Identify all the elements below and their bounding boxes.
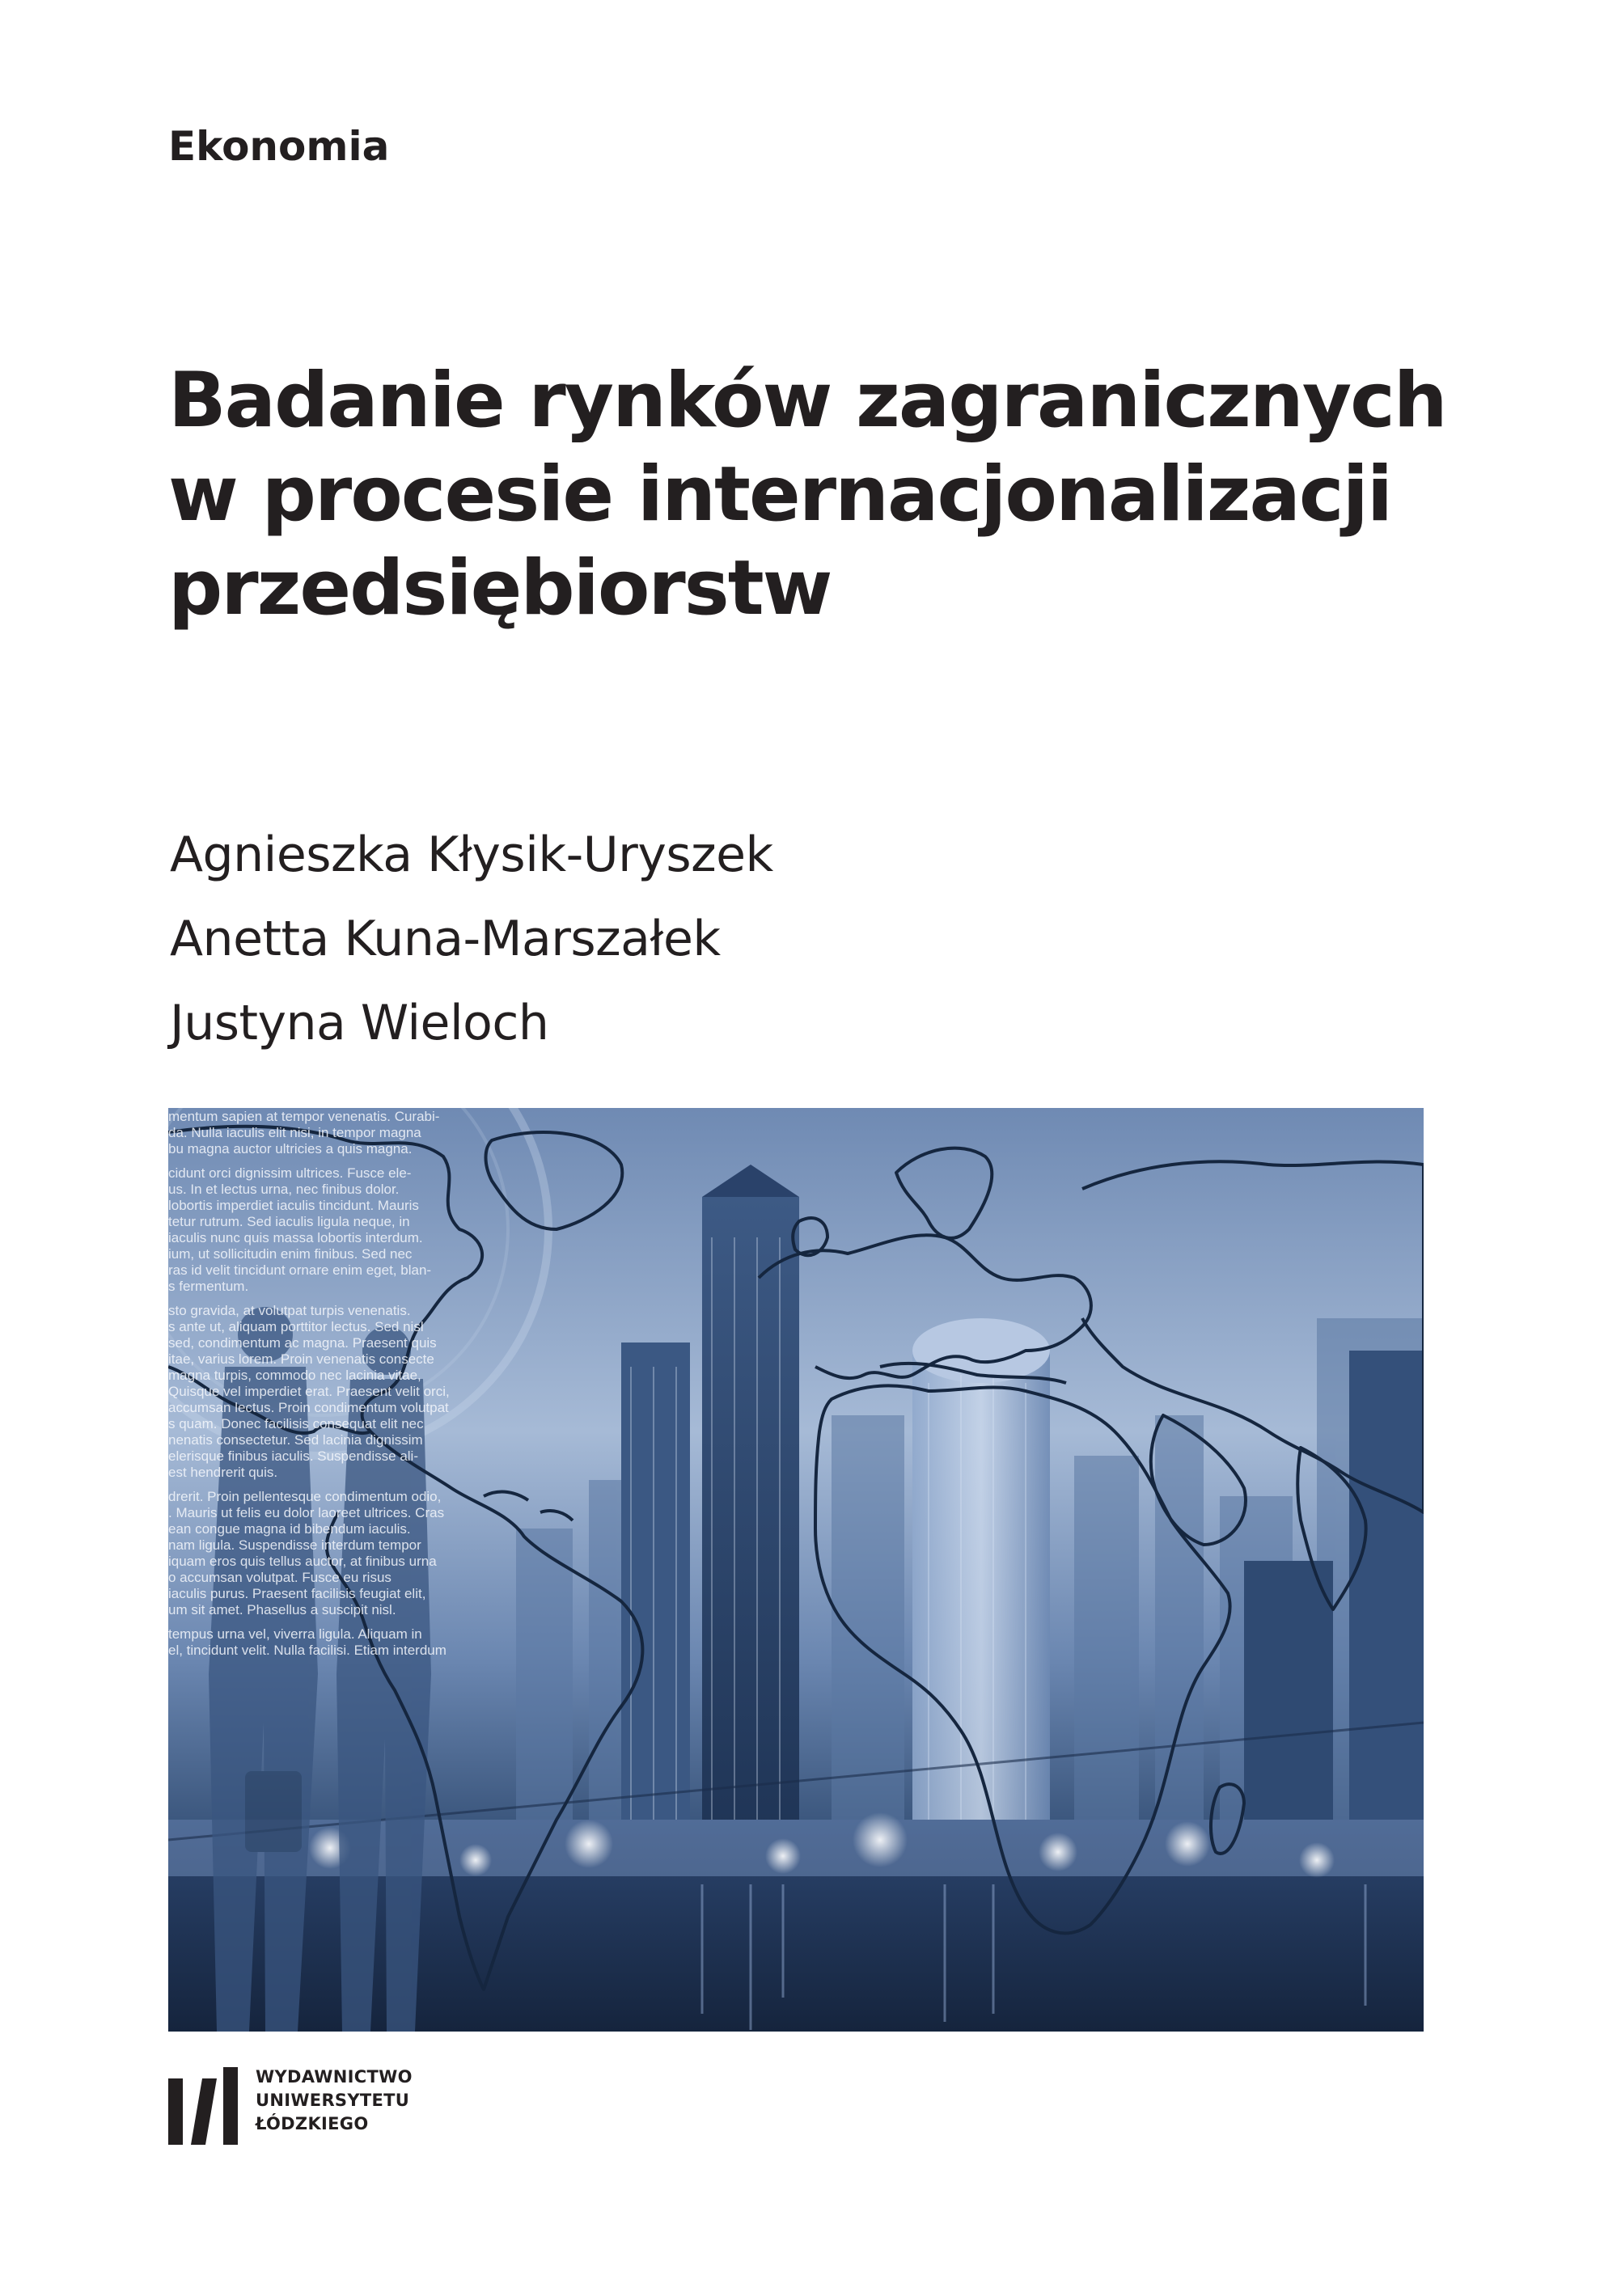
overlay-text-line: accumsan lectus. Proin condimentum volutpat: [168, 1400, 449, 1415]
overlay-text-line: magna turpis, commodo nec lacinia vitae,: [168, 1368, 421, 1383]
author-name: Anetta Kuna-Marszałek: [170, 911, 721, 967]
overlay-text-line: itae, varius lorem. Proin venenatis consecte: [168, 1351, 434, 1367]
overlay-text-line: tetur rutrum. Sed iaculis ligula neque, in: [168, 1214, 410, 1229]
overlay-text-line: iquam eros quis tellus auctor, at finibus urna: [168, 1554, 437, 1569]
overlay-text-line: cidunt orci dignissim ultrices. Fusce ele-: [168, 1165, 412, 1181]
overlay-text-line: iaculis purus. Praesent facilisis feugiat elit,: [168, 1586, 426, 1601]
book-title: [168, 354, 1543, 636]
overlay-text-line: s quam. Donec facilisis consequat elit nec: [168, 1416, 424, 1431]
overlay-text-line: el, tincidunt velit. Nulla facilisi. Etiam interdum: [168, 1643, 446, 1658]
overlay-text-line: um sit amet. Phasellus a suscipit nisl.: [168, 1602, 396, 1617]
overlay-text-line: nam ligula. Suspendisse interdum tempor: [168, 1537, 421, 1553]
publisher-name-line: UNIWERSYTETU: [256, 2091, 410, 2110]
author-name: Agnieszka Kłysik-Uryszek: [170, 827, 773, 883]
author-name: Justyna Wieloch: [170, 995, 549, 1051]
overlay-text-line: ean congue magna id bibendum iaculis.: [168, 1521, 411, 1537]
university-press-logo: [168, 2067, 241, 2145]
publisher-name-line: ŁÓDZKIEGO: [256, 2114, 369, 2133]
title-line-2: w procesie internacjonalizacji: [168, 450, 1392, 539]
overlay-text-line: sed, condimentum ac magna. Praesent quis: [168, 1335, 437, 1351]
overlay-text-line: elerisque finibus iaculis. Suspendisse ali-: [168, 1448, 418, 1464]
overlay-text-line: est hendrerit quis.: [168, 1465, 278, 1480]
overlay-text-line: da. Nulla iaculis elit nisi, in tempor magna: [168, 1125, 421, 1140]
overlay-text-line: sto gravida, at volutpat turpis venenatis.: [168, 1303, 411, 1318]
overlay-text-line: us. In et lectus urna, nec finibus dolor.: [168, 1182, 400, 1197]
overlay-text-line: bu magna auctor ultricies a quis magna.: [168, 1141, 413, 1156]
title-line-1: Badanie rynków zagranicznych: [168, 357, 1446, 445]
overlay-text-line: tempus urna vel, viverra ligula. Aliquam in: [168, 1626, 422, 1642]
overlay-text-line: s fermentum.: [168, 1279, 249, 1294]
overlay-text-line: Quisque vel imperdiet erat. Praesent velit orci,: [168, 1384, 450, 1399]
overlay-text-line: . Mauris ut felis eu dolor laoreet ultrices. Cras: [168, 1505, 445, 1520]
overlay-text-line: mentum sapien at tempor venenatis. Curabi-: [168, 1109, 440, 1124]
overlay-text-line: s ante ut, aliquam porttitor lectus. Sed nisl: [168, 1319, 424, 1334]
publisher-name-line: WYDAWNICTWO: [256, 2067, 413, 2087]
overlay-text-line: ium, ut sollicitudin enim finibus. Sed nec: [168, 1246, 413, 1262]
series-label: Ekonomia: [168, 123, 390, 170]
publisher-name: [256, 2066, 413, 2136]
overlay-text-line: o accumsan volutpat. Fusce eu risus: [168, 1570, 391, 1585]
overlay-text-line: nenatis consectetur. Sed lacinia dignissim: [168, 1432, 423, 1448]
cover-illustration: [168, 1108, 1424, 2032]
overlay-text-line: ras id velit tincidunt ornare enim eget, blan-: [168, 1262, 432, 1278]
title-line-3: przedsiębiorstw: [168, 544, 832, 632]
overlay-text-line: drerit. Proin pellentesque condimentum odio,: [168, 1489, 442, 1504]
overlay-text-line: iaculis nunc quis massa lobortis interdum.: [168, 1230, 423, 1245]
author-list: [170, 813, 773, 1065]
overlay-text-line: lobortis imperdiet iaculis tincidunt. Mauris: [168, 1198, 419, 1213]
